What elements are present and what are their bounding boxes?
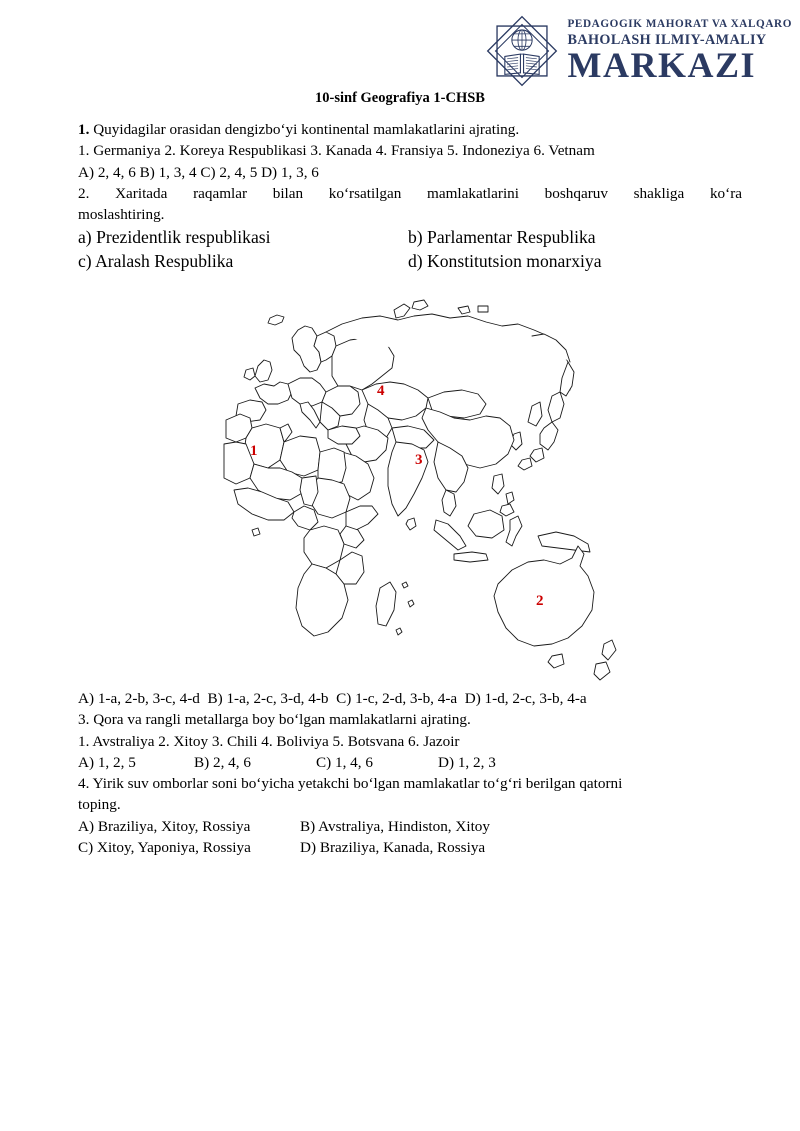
question-2-option-c: c) Aralash Respublika (78, 251, 234, 272)
document-content-lower (78, 688, 742, 858)
question-2-options-row-2 (78, 249, 742, 273)
question-3-option-a: A) 1, 2, 5 (78, 753, 136, 771)
question-3-option-d: D) 1, 2, 3 (438, 753, 496, 771)
question-4-option-d: D) Braziliya, Kanada, Rossiya (300, 839, 486, 857)
question-2-option-a: a) Prezidentlik respublikasi (78, 227, 271, 248)
question-3-options (78, 752, 742, 773)
question-4-prompt-line-1: 4. Yirik suv omborlar soni bo‘yicha yetakchi bo‘lgan mamlakatlar to‘g‘ri berilgan qatorni (78, 775, 623, 793)
question-4-options-row-1 (78, 816, 742, 837)
question-3-items: 1. Avstraliya 2. Xitoy 3. Chili 4. Boliviya 5. Botsvana 6. Jazoir (78, 732, 460, 750)
question-1-items: 1. Germaniya 2. Koreya Respublikasi 3. Kanada 4. Fransiya 5. Indoneziya 6. Vetnam (78, 142, 595, 160)
logo-wordmark (567, 19, 792, 84)
question-2-option-d: d) Konstitutsion monarxiya (408, 251, 602, 272)
question-2-prompt-line-1: 2. Xaritada raqamlar bilan ko‘rsatilgan mamlakatlarini boshqaruv shakliga ko‘ra (78, 184, 742, 202)
world-map-outline-icon (222, 292, 622, 684)
question-3-option-b: B) 2, 4, 6 (194, 753, 251, 771)
document-content (78, 119, 742, 273)
question-2-answers: A) 1-a, 2-b, 3-c, 4-d B) 1-a, 2-c, 3-d, 4-b C) 1-c, 2-d, 3-b, 4-a D) 1-d, 2-c, 3-b, 4-a (78, 690, 587, 707)
question-1-prompt (78, 119, 742, 140)
question-3-prompt: 3. Qora va rangli metallarga boy bo‘lgan mamlakatlarni ajrating. (78, 711, 471, 729)
logo-line-1: PEDAGOGIK MAHORAT VA XALQARO (567, 17, 792, 30)
question-4-option-a: A) Braziliya, Xitoy, Rossiya (78, 817, 251, 835)
logo-line-2: BAHOLASH ILMIY-AMALIY (567, 31, 767, 48)
question-4-option-c: C) Xitoy, Yaponiya, Rossiya (78, 839, 251, 857)
organization-logo (483, 12, 792, 90)
question-1-answers: A) 2, 4, 6 B) 1, 3, 4 C) 2, 4, 5 D) 1, 3, 6 (78, 163, 319, 181)
world-map (222, 292, 622, 684)
question-1-number: 1. (78, 121, 90, 138)
map-label-4: 4 (377, 383, 385, 399)
map-label-3: 3 (415, 452, 423, 468)
question-4-options-row-2 (78, 837, 742, 858)
page-title: 10-sinf Geografiya 1-CHSB (315, 90, 485, 106)
map-label-1: 1 (250, 443, 258, 459)
question-2-option-b: b) Parlamentar Respublika (408, 227, 596, 248)
question-4-prompt-line-2: toping. (78, 796, 121, 814)
question-3-option-c: C) 1, 4, 6 (316, 753, 373, 771)
question-2-prompt-line-2: moslashtiring. (78, 206, 165, 224)
logo-line-3: MARKAZI (567, 45, 756, 86)
question-4-option-b: B) Avstraliya, Hindiston, Xitoy (300, 817, 490, 835)
map-label-2: 2 (536, 593, 544, 609)
question-2-options-row-1 (78, 225, 742, 249)
question-1-text: Quyidagilar orasidan dengizbo‘yi kontinental mamlakatlarini ajrating. (89, 121, 520, 138)
star-globe-book-emblem-icon (483, 12, 561, 90)
